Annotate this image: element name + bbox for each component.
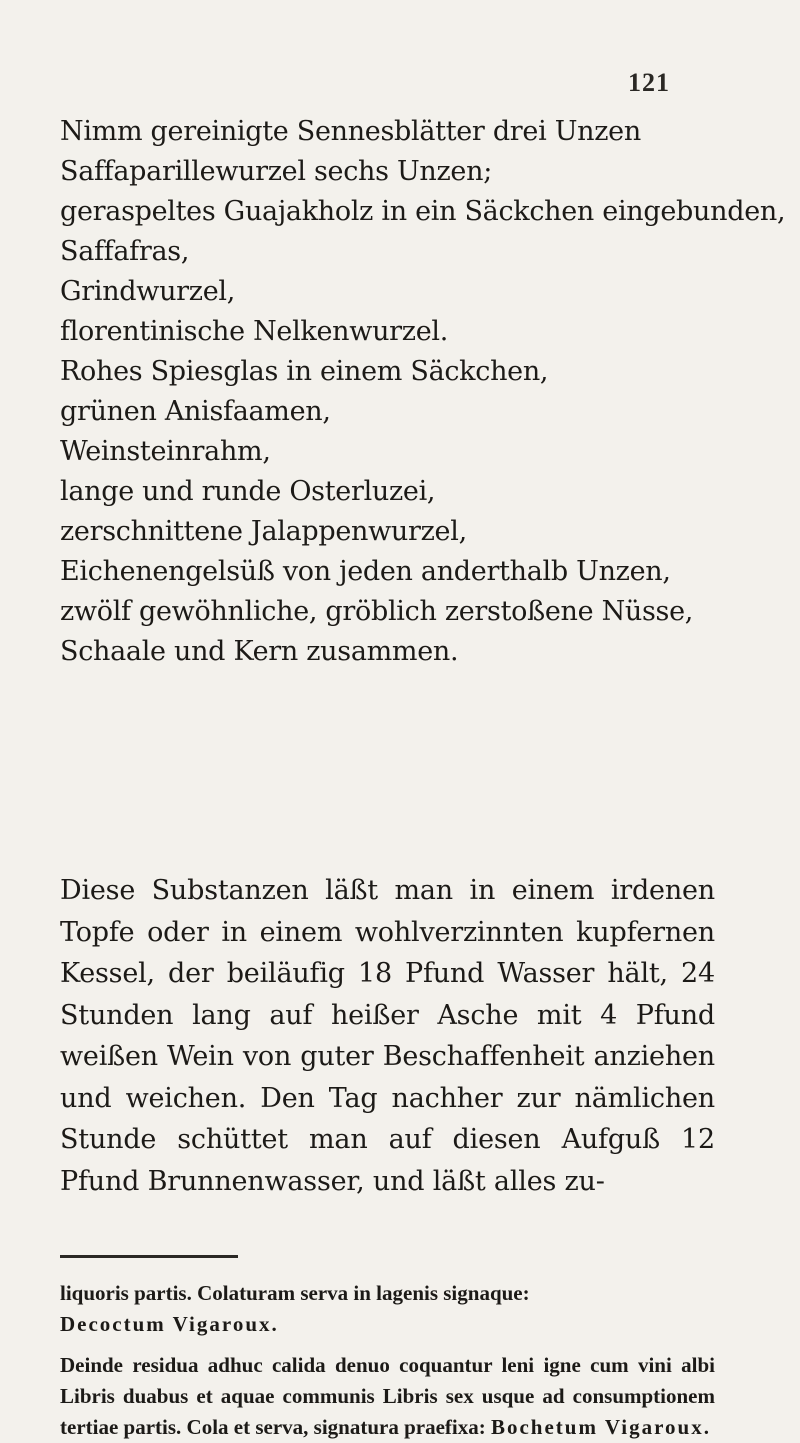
latin-paragraph-1 [60, 1278, 715, 1340]
latin-text: Deinde residua adhuc calida denuo coquantur leni igne cum vini albi Libris duabus et aquae communis Libris sex usque ad consumptionem tertiae partis. Cola et serva, signatura praefixa: [60, 1353, 715, 1439]
ingredient-line: Schaale und Kern zusammen. [60, 636, 459, 667]
footnote-rule [60, 1255, 238, 1258]
ingredient-line: Saffaparillewurzel sechs Unzen; [60, 156, 492, 187]
ingredient-line: florentinische Nelkenwurzel. [60, 316, 448, 347]
ingredient-line: geraspeltes Guajakholz in ein Säckchen eingebunden, [60, 196, 786, 227]
ingredient-line: Nimm gereinigte Sennesblätter drei Unzen [60, 116, 641, 147]
page-number: 121 [628, 68, 670, 97]
ingredient-line: zwölf gewöhnliche, gröblich zerstoßene Nüsse, [60, 596, 694, 627]
latin-text: liquoris partis. Colaturam serva in lagenis signaque: [60, 1281, 530, 1305]
ingredient-line: Rohes Spiesglas in einem Säckchen, [60, 356, 549, 387]
ingredient-line: grünen Anisfaamen, [60, 396, 331, 427]
latin-paragraph-2 [60, 1350, 715, 1443]
ingredient-line: zerschnittene Jalappenwurzel, [60, 516, 467, 547]
ingredient-line: Eichenengelsüß von jeden anderthalb Unzen, [60, 556, 671, 587]
ingredient-line: Saffafras, [60, 236, 190, 267]
ingredient-list [60, 112, 786, 672]
recipe-title: Bochetum Vigaroux. [490, 1415, 711, 1439]
recipe-title: Decoctum Vigaroux. [60, 1312, 279, 1336]
ingredient-line: Weinsteinrahm, [60, 436, 271, 467]
ingredient-line: lange und runde Osterluzei, [60, 476, 436, 507]
latin-footnote [60, 1278, 715, 1443]
german-paragraph: Diese Substanzen läßt man in einem irdenen Topfe oder in einem wohlverzinnten kupfernen Kessel, der beiläufig 18 Pfund Wasser hält, 24 Stunden lang auf heißer Asche mit 4 Pfund weißen Wein von guter Beschaffenheit anziehen und weichen. Den Tag nachher zur nämlichen Stunde schüttet man auf diesen Aufguß 12 Pfund Brunnenwasser, und läßt alles zu- [60, 875, 715, 1197]
ingredient-line: Grindwurzel, [60, 276, 236, 307]
